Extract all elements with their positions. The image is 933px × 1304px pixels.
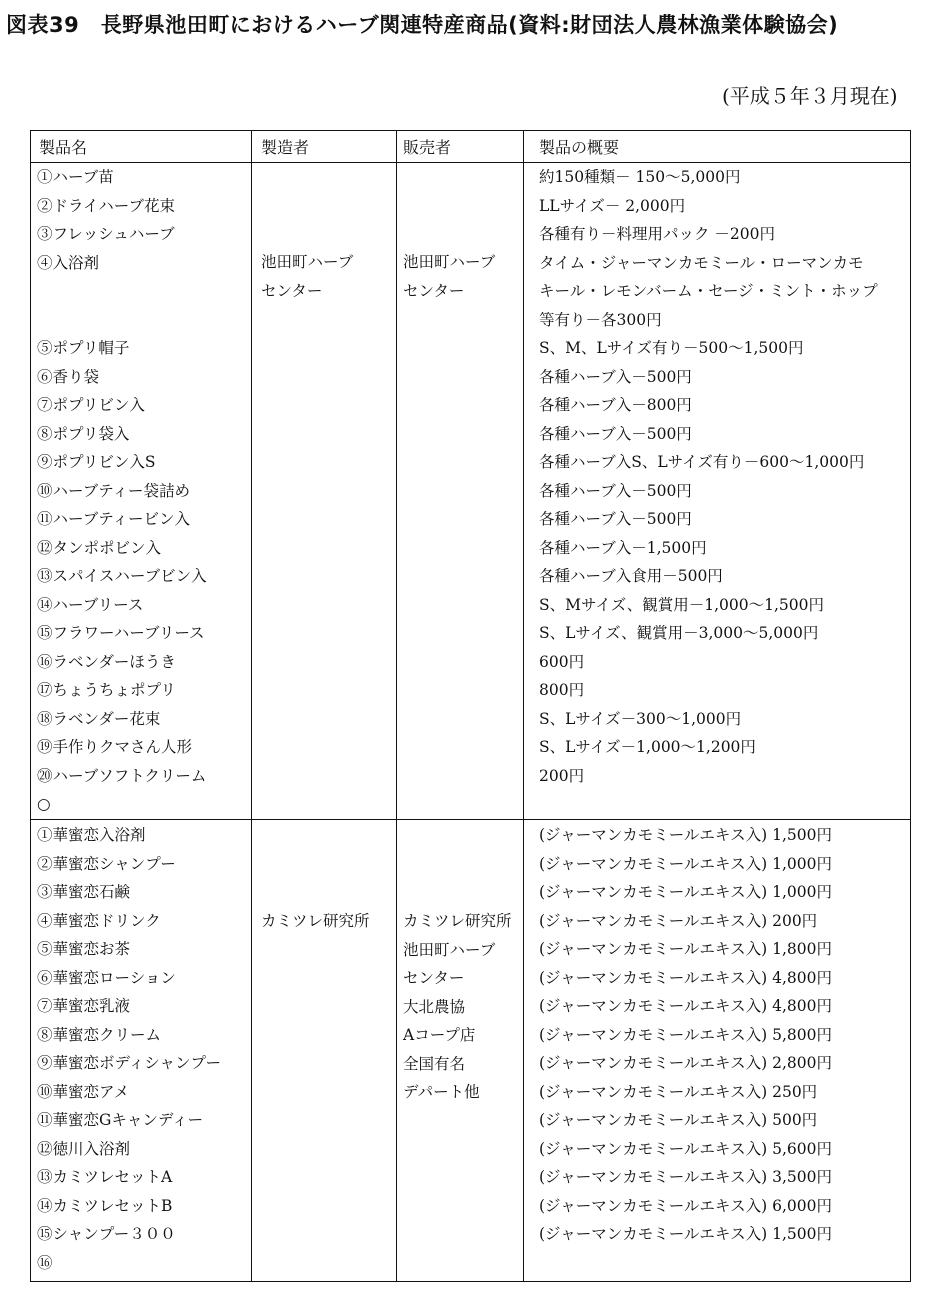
product-name-cell: ②ドライハーブ花束 — [37, 196, 175, 215]
group2-seller — [403, 907, 512, 1107]
group1-maker-line: センター — [261, 281, 323, 300]
product-summary-cell: (ジャーマンカモミールエキス入) 2,800円 — [539, 1054, 832, 1072]
product-name-cell: ①ハーブ苗 — [37, 168, 114, 186]
product-summary-cell: (ジャーマンカモミールエキス入) 250円 — [539, 1082, 818, 1101]
product-name-cell: ⑰ちょうちょポプリ — [37, 681, 176, 699]
group2-seller-line: デパート他 — [403, 1083, 480, 1101]
product-name-cell: ⑦華蜜恋乳液 — [37, 997, 131, 1015]
product-summary-cell: (ジャーマンカモミールエキス入) 1,500円 — [539, 826, 832, 844]
group1-summary-list — [539, 163, 878, 790]
product-summary-cell: 各種ハーブ入S、Lサイズ有り－600～1,000円 — [539, 453, 865, 471]
product-name-cell: ⑫徳川入浴剤 — [37, 1139, 131, 1158]
product-name-cell: ④華蜜恋ドリンク — [37, 911, 161, 930]
product-summary-cell: S、Lサイズ－300～1,000円 — [539, 709, 742, 728]
product-summary-cell: 200円 — [539, 766, 585, 785]
product-name-cell: ⑧華蜜恋クリーム — [37, 1025, 162, 1044]
product-name-cell: ②華蜜恋シャンプー — [37, 854, 176, 873]
as-of-date: (平成５年３月現在) — [722, 84, 898, 108]
product-name-cell: ⑪ハーブティービン入 — [37, 510, 190, 528]
product-summary-cell: 約150種類－ 150～5,000円 — [539, 168, 741, 186]
product-summary-cell: S、Lサイズ－1,000～1,200円 — [539, 738, 756, 756]
group2-maker — [261, 907, 370, 936]
group2-maker-line: カミツレ研究所 — [261, 912, 370, 930]
product-summary-cell: (ジャーマンカモミールエキス入) 4,800円 — [539, 968, 832, 987]
header-manufacturer: 製造者 — [261, 138, 310, 157]
product-summary-cell: 各種ハーブ入－500円 — [539, 481, 692, 500]
column-divider — [523, 131, 524, 1281]
product-name-cell — [37, 277, 207, 306]
product-summary-cell: 各種ハーブ入－500円 — [539, 367, 692, 386]
product-name-cell: ⑭カミツレセットB — [37, 1196, 173, 1215]
product-summary-cell: (ジャーマンカモミールエキス入) 4,800円 — [539, 997, 832, 1015]
group2-product-list — [37, 821, 221, 1277]
product-name-cell: ⑥香り袋 — [37, 367, 100, 386]
product-name-cell: ①華蜜恋入浴剤 — [37, 826, 146, 844]
column-divider — [251, 131, 252, 1281]
product-name-cell: ⑤華蜜恋お茶 — [37, 940, 131, 958]
product-name-cell: ⑨ポプリビン入S — [37, 453, 156, 471]
group1-seller — [403, 248, 495, 305]
product-name-cell: ⑫タンポポビン入 — [37, 538, 162, 557]
product-name-cell: ④入浴剤 — [37, 253, 100, 272]
product-name-cell: ⑩華蜜恋アメ — [37, 1082, 130, 1101]
header-seller: 販売者 — [403, 138, 452, 157]
product-summary-cell: 各種ハーブ入－800円 — [539, 396, 692, 414]
product-summary-cell: タイム・ジャーマンカモミール・ローマンカモ — [539, 253, 864, 272]
product-summary-cell: (ジャーマンカモミールエキス入) 1,000円 — [539, 883, 832, 901]
product-summary-cell: 等有り－各300円 — [539, 310, 662, 329]
group1-maker-line: 池田町ハーブ — [261, 253, 354, 271]
group-divider — [31, 819, 910, 820]
product-name-cell: ⑳ハーブソフトクリーム — [37, 766, 207, 785]
group1-seller-line: センター — [403, 281, 465, 300]
product-summary-cell: (ジャーマンカモミールエキス入) 500円 — [539, 1111, 818, 1129]
group2-seller-line: センター — [403, 969, 465, 987]
group1-seller-line: 池田町ハーブ — [403, 253, 496, 271]
group1-maker — [261, 248, 353, 305]
product-summary-cell: (ジャーマンカモミールエキス入) 3,500円 — [539, 1168, 832, 1186]
product-name-cell — [37, 306, 207, 335]
product-summary-cell: 各種ハーブ入－500円 — [539, 510, 692, 528]
group2-summary-list — [539, 821, 832, 1249]
product-name-cell: ⑱ラベンダー花束 — [37, 709, 161, 728]
product-summary-cell: 各種ハーブ入食用－500円 — [539, 567, 723, 585]
figure-title: 図表39 長野県池田町におけるハーブ関連特産商品(資料:財団法人農林漁業体験協会) — [6, 13, 839, 37]
product-name-cell: ⑤ポプリ帽子 — [37, 339, 130, 357]
group2-seller-line: 全国有名 — [403, 1054, 466, 1073]
product-summary-cell: (ジャーマンカモミールエキス入) 1,800円 — [539, 940, 832, 958]
product-name-cell: ⑯ラベンダーほうき — [37, 652, 176, 671]
product-summary-cell: 800円 — [539, 681, 585, 699]
header-product-name: 製品名 — [39, 138, 88, 157]
product-summary-cell: (ジャーマンカモミールエキス入) 1,500円 — [539, 1225, 832, 1243]
product-summary-cell: 各種有り－料理用パック －200円 — [539, 225, 776, 243]
group2-seller-line: Aコープ店 — [403, 1026, 476, 1044]
product-name-cell: ③フレッシュハーブ — [37, 225, 175, 243]
product-name-cell: ⑨華蜜恋ボディシャンプー — [37, 1054, 221, 1072]
header-summary: 製品の概要 — [539, 138, 620, 157]
product-summary-cell: LLサイズ－ 2,000円 — [539, 196, 686, 215]
product-summary-cell: S、M、Lサイズ有り－500～1,500円 — [539, 339, 804, 357]
product-summary-cell: 各種ハーブ入－500円 — [539, 424, 692, 443]
product-name-cell: ⑪華蜜恋Gキャンディー — [37, 1111, 204, 1129]
column-divider — [396, 131, 397, 1281]
product-summary-cell: 600円 — [539, 652, 585, 671]
product-name-cell: ○ — [37, 795, 51, 813]
product-summary-cell: キール・レモンバーム・セージ・ミント・ホップ — [539, 282, 878, 300]
group1-product-list — [37, 163, 207, 819]
group2-seller-line: 大北農協 — [403, 997, 466, 1016]
product-name-cell: ⑮フラワーハーブリース — [37, 624, 205, 642]
product-name-cell: ⑬カミツレセットA — [37, 1168, 173, 1186]
product-summary-cell: (ジャーマンカモミールエキス入) 5,600円 — [539, 1139, 832, 1158]
product-summary-cell: 各種ハーブ入－1,500円 — [539, 538, 707, 557]
group2-seller-line: 池田町ハーブ — [403, 940, 496, 959]
product-name-cell: ⑬スパイスハーブビン入 — [37, 567, 207, 585]
product-name-cell: ⑦ポプリビン入 — [37, 396, 145, 414]
product-name-cell: ⑲手作りクマさん人形 — [37, 738, 193, 756]
product-summary-cell: S、Mサイズ、観賞用－1,000～1,500円 — [539, 595, 824, 614]
product-name-cell: ⑭ハーブリース — [37, 595, 144, 614]
product-table — [30, 130, 911, 1282]
product-name-cell: ⑯ — [37, 1253, 53, 1272]
product-summary-cell: (ジャーマンカモミールエキス入) 200円 — [539, 911, 818, 930]
product-summary-cell: S、Lサイズ、観賞用－3,000～5,000円 — [539, 624, 819, 642]
product-summary-cell: (ジャーマンカモミールエキス入) 1,000円 — [539, 854, 832, 873]
group2-seller-line: カミツレ研究所 — [403, 912, 512, 930]
product-summary-cell: (ジャーマンカモミールエキス入) 6,000円 — [539, 1196, 832, 1215]
product-name-cell: ③華蜜恋石鹸 — [37, 883, 131, 901]
product-name-cell: ⑥華蜜恋ローション — [37, 968, 176, 987]
product-name-cell: ⑮シャンプー３００ — [37, 1225, 176, 1243]
product-summary-cell: (ジャーマンカモミールエキス入) 5,800円 — [539, 1025, 832, 1044]
product-name-cell: ⑧ポプリ袋入 — [37, 424, 130, 443]
product-name-cell: ⑩ハーブティー袋詰め — [37, 481, 190, 500]
